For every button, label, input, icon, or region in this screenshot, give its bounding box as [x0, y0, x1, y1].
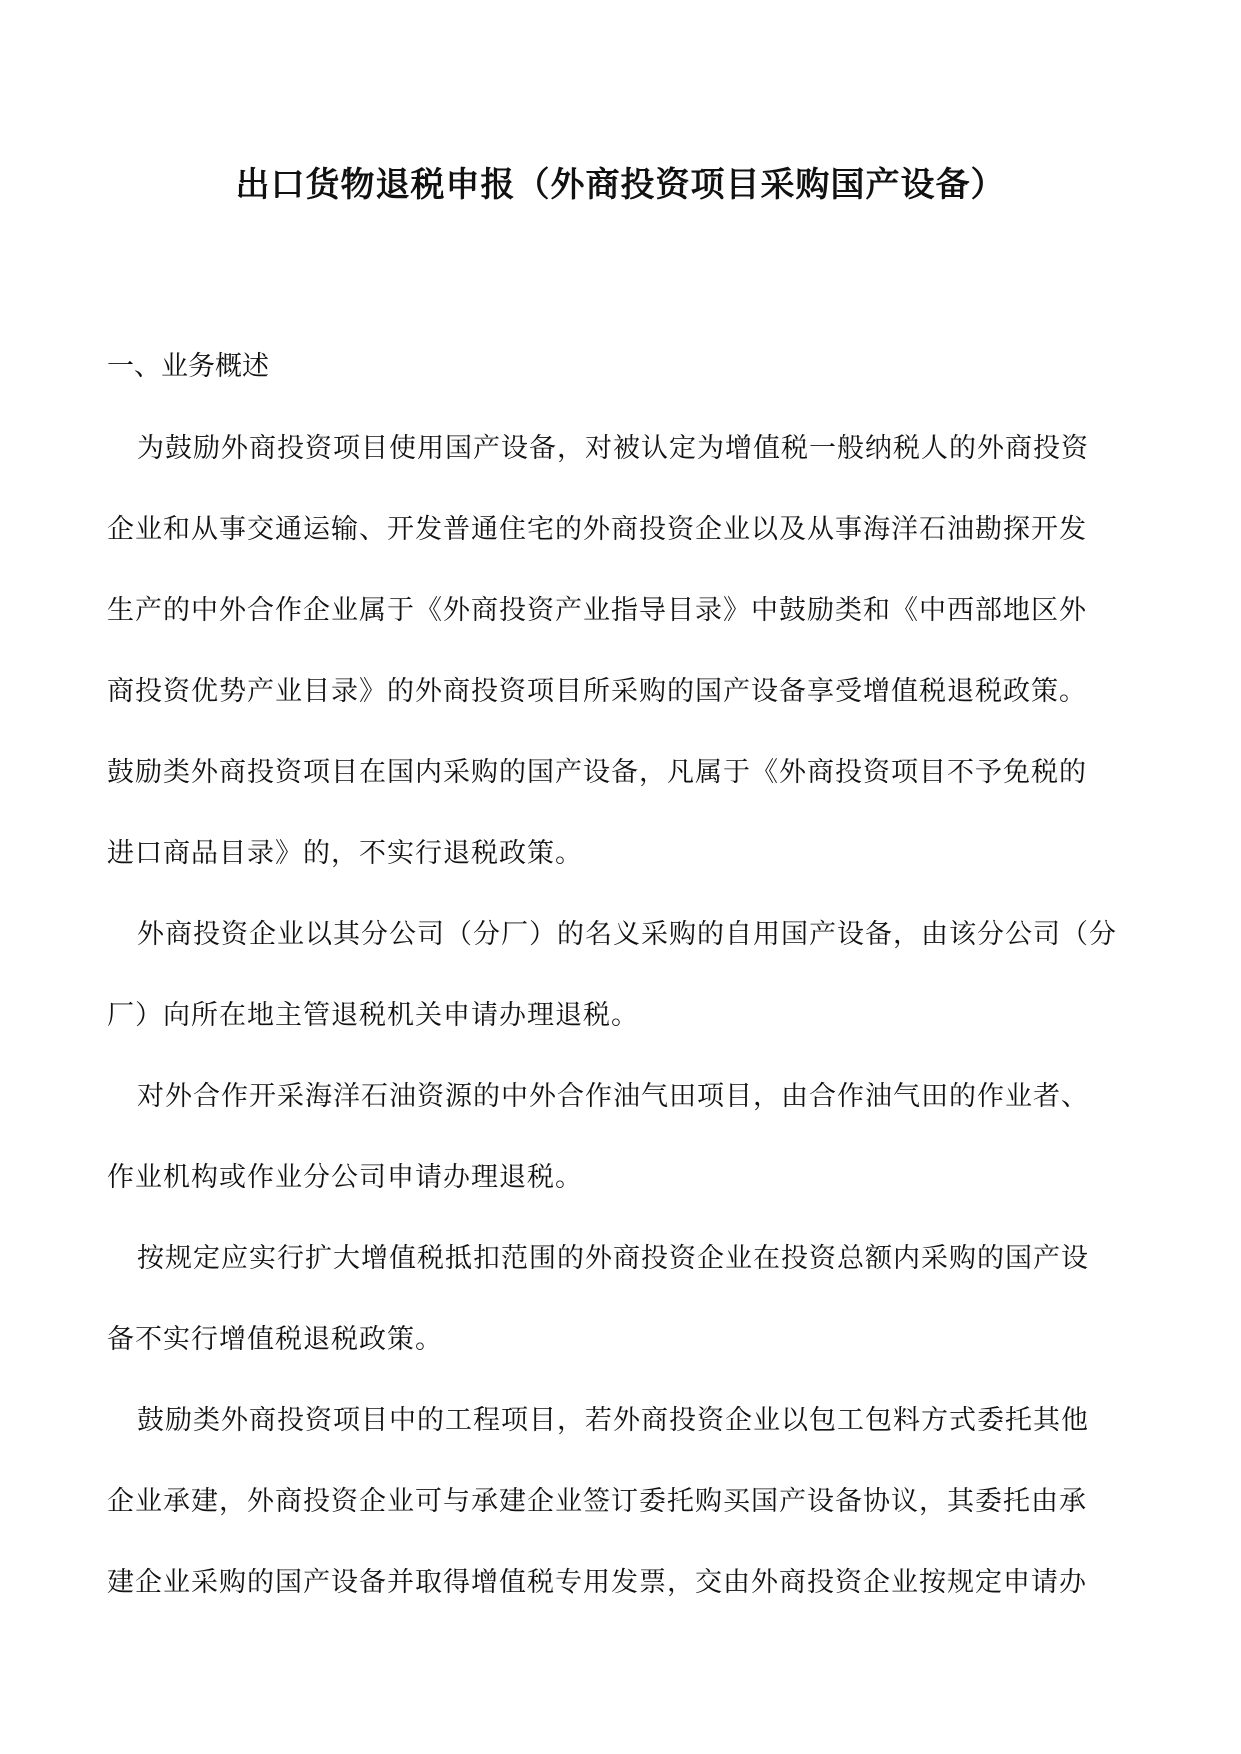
paragraph-line: 商投资优势产业目录》的外商投资项目所采购的国产设备享受增值税退税政策。 — [107, 676, 1087, 707]
paragraph-line: 作业机构或作业分公司申请办理退税。 — [107, 1162, 583, 1193]
paragraph-line: 为鼓励外商投资项目使用国产设备，对被认定为增值税一般纳税人的外商投资 — [137, 433, 1089, 464]
paragraph-line: 进口商品目录》的，不实行退税政策。 — [107, 838, 583, 869]
paragraph-line: 对外合作开采海洋石油资源的中外合作油气田项目，由合作油气田的作业者、 — [137, 1081, 1089, 1112]
section-heading: 一、业务概述 — [107, 351, 269, 382]
paragraph-line: 企业承建，外商投资企业可与承建企业签订委托购买国产设备协议，其委托由承 — [107, 1486, 1087, 1517]
paragraph-line: 按规定应实行扩大增值税抵扣范围的外商投资企业在投资总额内采购的国产设 — [137, 1243, 1089, 1274]
paragraph-line: 企业和从事交通运输、开发普通住宅的外商投资企业以及从事海洋石油勘探开发 — [107, 514, 1087, 545]
paragraph-line: 外商投资企业以其分公司（分厂）的名义采购的自用国产设备，由该分公司（分 — [137, 919, 1117, 950]
paragraph-line: 生产的中外合作企业属于《外商投资产业指导目录》中鼓励类和《中西部地区外 — [107, 595, 1087, 626]
paragraph-line: 建企业采购的国产设备并取得增值税专用发票，交由外商投资企业按规定申请办 — [107, 1567, 1087, 1598]
document-title: 出口货物退税申报（外商投资项目采购国产设备） — [235, 165, 1006, 205]
paragraph-line: 鼓励类外商投资项目中的工程项目，若外商投资企业以包工包料方式委托其他 — [137, 1405, 1089, 1436]
paragraph-line: 厂）向所在地主管退税机关申请办理退税。 — [107, 1000, 639, 1031]
paragraph-line: 备不实行增值税退税政策。 — [107, 1324, 443, 1355]
paragraph-line: 鼓励类外商投资项目在国内采购的国产设备，凡属于《外商投资项目不予免税的 — [107, 757, 1087, 788]
